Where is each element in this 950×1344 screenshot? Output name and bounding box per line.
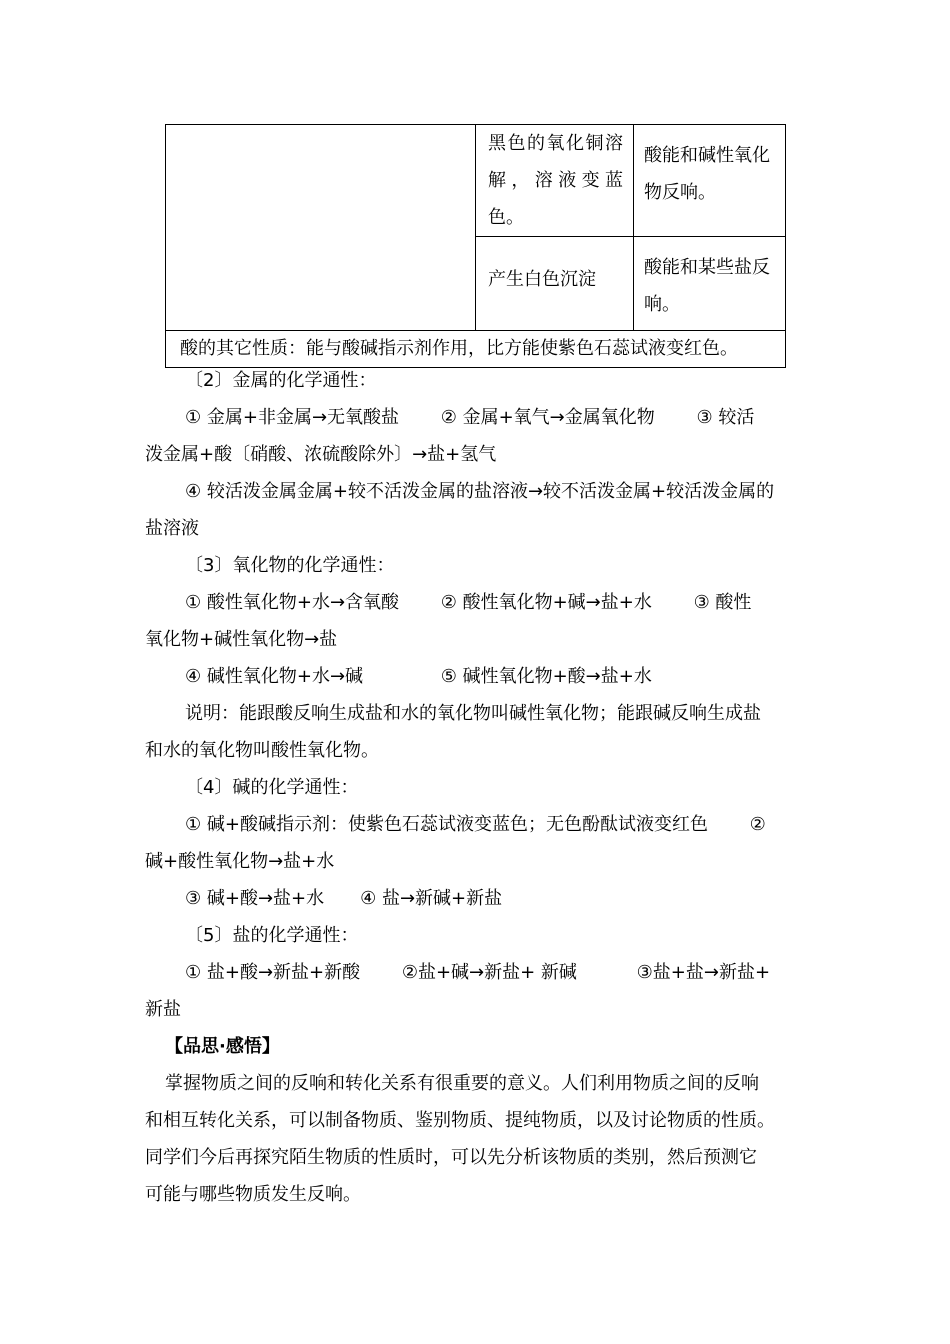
acid-properties-table (165, 124, 786, 368)
oxide-line-2: 氧化物+碱性氧化物→盐 (145, 629, 338, 650)
other-properties-cell: 酸的其它性质：能与酸碱指示剂作用，比方能使紫色石蕊试液变红色。 (166, 331, 786, 368)
oxide-line-1: ① 酸性氧化物+水→含氧酸 ② 酸性氧化物+碱→盐+水 ③ 酸性 (185, 592, 752, 613)
salt-section-title: 〔5〕盐的化学通性： (185, 925, 359, 946)
reflection-paragraph-line: 同学们今后再探究陌生物质的性质时，可以先分析该物质的类别，然后预测它 (145, 1147, 757, 1168)
metal-line-4: 盐溶液 (145, 518, 199, 539)
metal-section-title: 〔2〕金属的化学通性： (185, 370, 377, 391)
conclusion-cell: 酸能和碱性氧化物反响。 (634, 125, 786, 237)
base-line-3: ③ 碱+酸→盐+水 ④ 盐→新碱+新盐 (185, 888, 503, 909)
oxide-note-1: 说明：能跟酸反响生成盐和水的氧化物叫碱性氧化物；能跟碱反响生成盐 (185, 703, 761, 724)
metal-line-1: ① 金属+非金属→无氧酸盐 ② 金属+氧气→金属氧化物 ③ 较活 (185, 407, 755, 428)
oxide-line-3: ④ 碱性氧化物+水→碱 ⑤ 碱性氧化物+酸→盐+水 (185, 666, 652, 687)
table-row (166, 125, 786, 237)
reflection-paragraph-line: 和相互转化关系，可以制备物质、鉴别物质、提纯物质，以及讨论物质的性质。 (145, 1110, 775, 1131)
reflection-heading: 【品思·感悟】 (165, 1036, 280, 1057)
base-line-1: ① 碱+酸碱指示剂：使紫色石蕊试液变蓝色；无色酚酞试液变红色 ② (185, 814, 766, 835)
experiment-cell-empty (166, 125, 476, 331)
observation-cell: 黑色的氧化铜溶解，溶液变蓝色。 (476, 125, 634, 237)
reflection-paragraph-line: 可能与哪些物质发生反响。 (145, 1184, 361, 1205)
observation-cell: 产生白色沉淀 (476, 237, 634, 331)
oxide-note-2: 和水的氧化物叫酸性氧化物。 (145, 740, 379, 761)
reflection-paragraph-line: 掌握物质之间的反响和转化关系有很重要的意义。人们利用物质之间的反响 (165, 1073, 759, 1094)
salt-line-2: 新盐 (145, 999, 181, 1020)
base-section-title: 〔4〕碱的化学通性： (185, 777, 359, 798)
salt-line-1: ① 盐+酸→新盐+新酸 ②盐+碱→新盐+ 新碱 ③盐+盐→新盐+ (185, 962, 771, 983)
metal-line-3: ④ 较活泼金属金属+较不活泼金属的盐溶液→较不活泼金属+较活泼金属的 (185, 481, 775, 502)
conclusion-cell: 酸能和某些盐反响。 (634, 237, 786, 331)
metal-line-2: 泼金属+酸〔硝酸、浓硫酸除外〕→盐+氢气 (145, 444, 497, 465)
base-line-2: 碱+酸性氧化物→盐+水 (145, 851, 335, 872)
oxide-section-title: 〔3〕氧化物的化学通性： (185, 555, 395, 576)
